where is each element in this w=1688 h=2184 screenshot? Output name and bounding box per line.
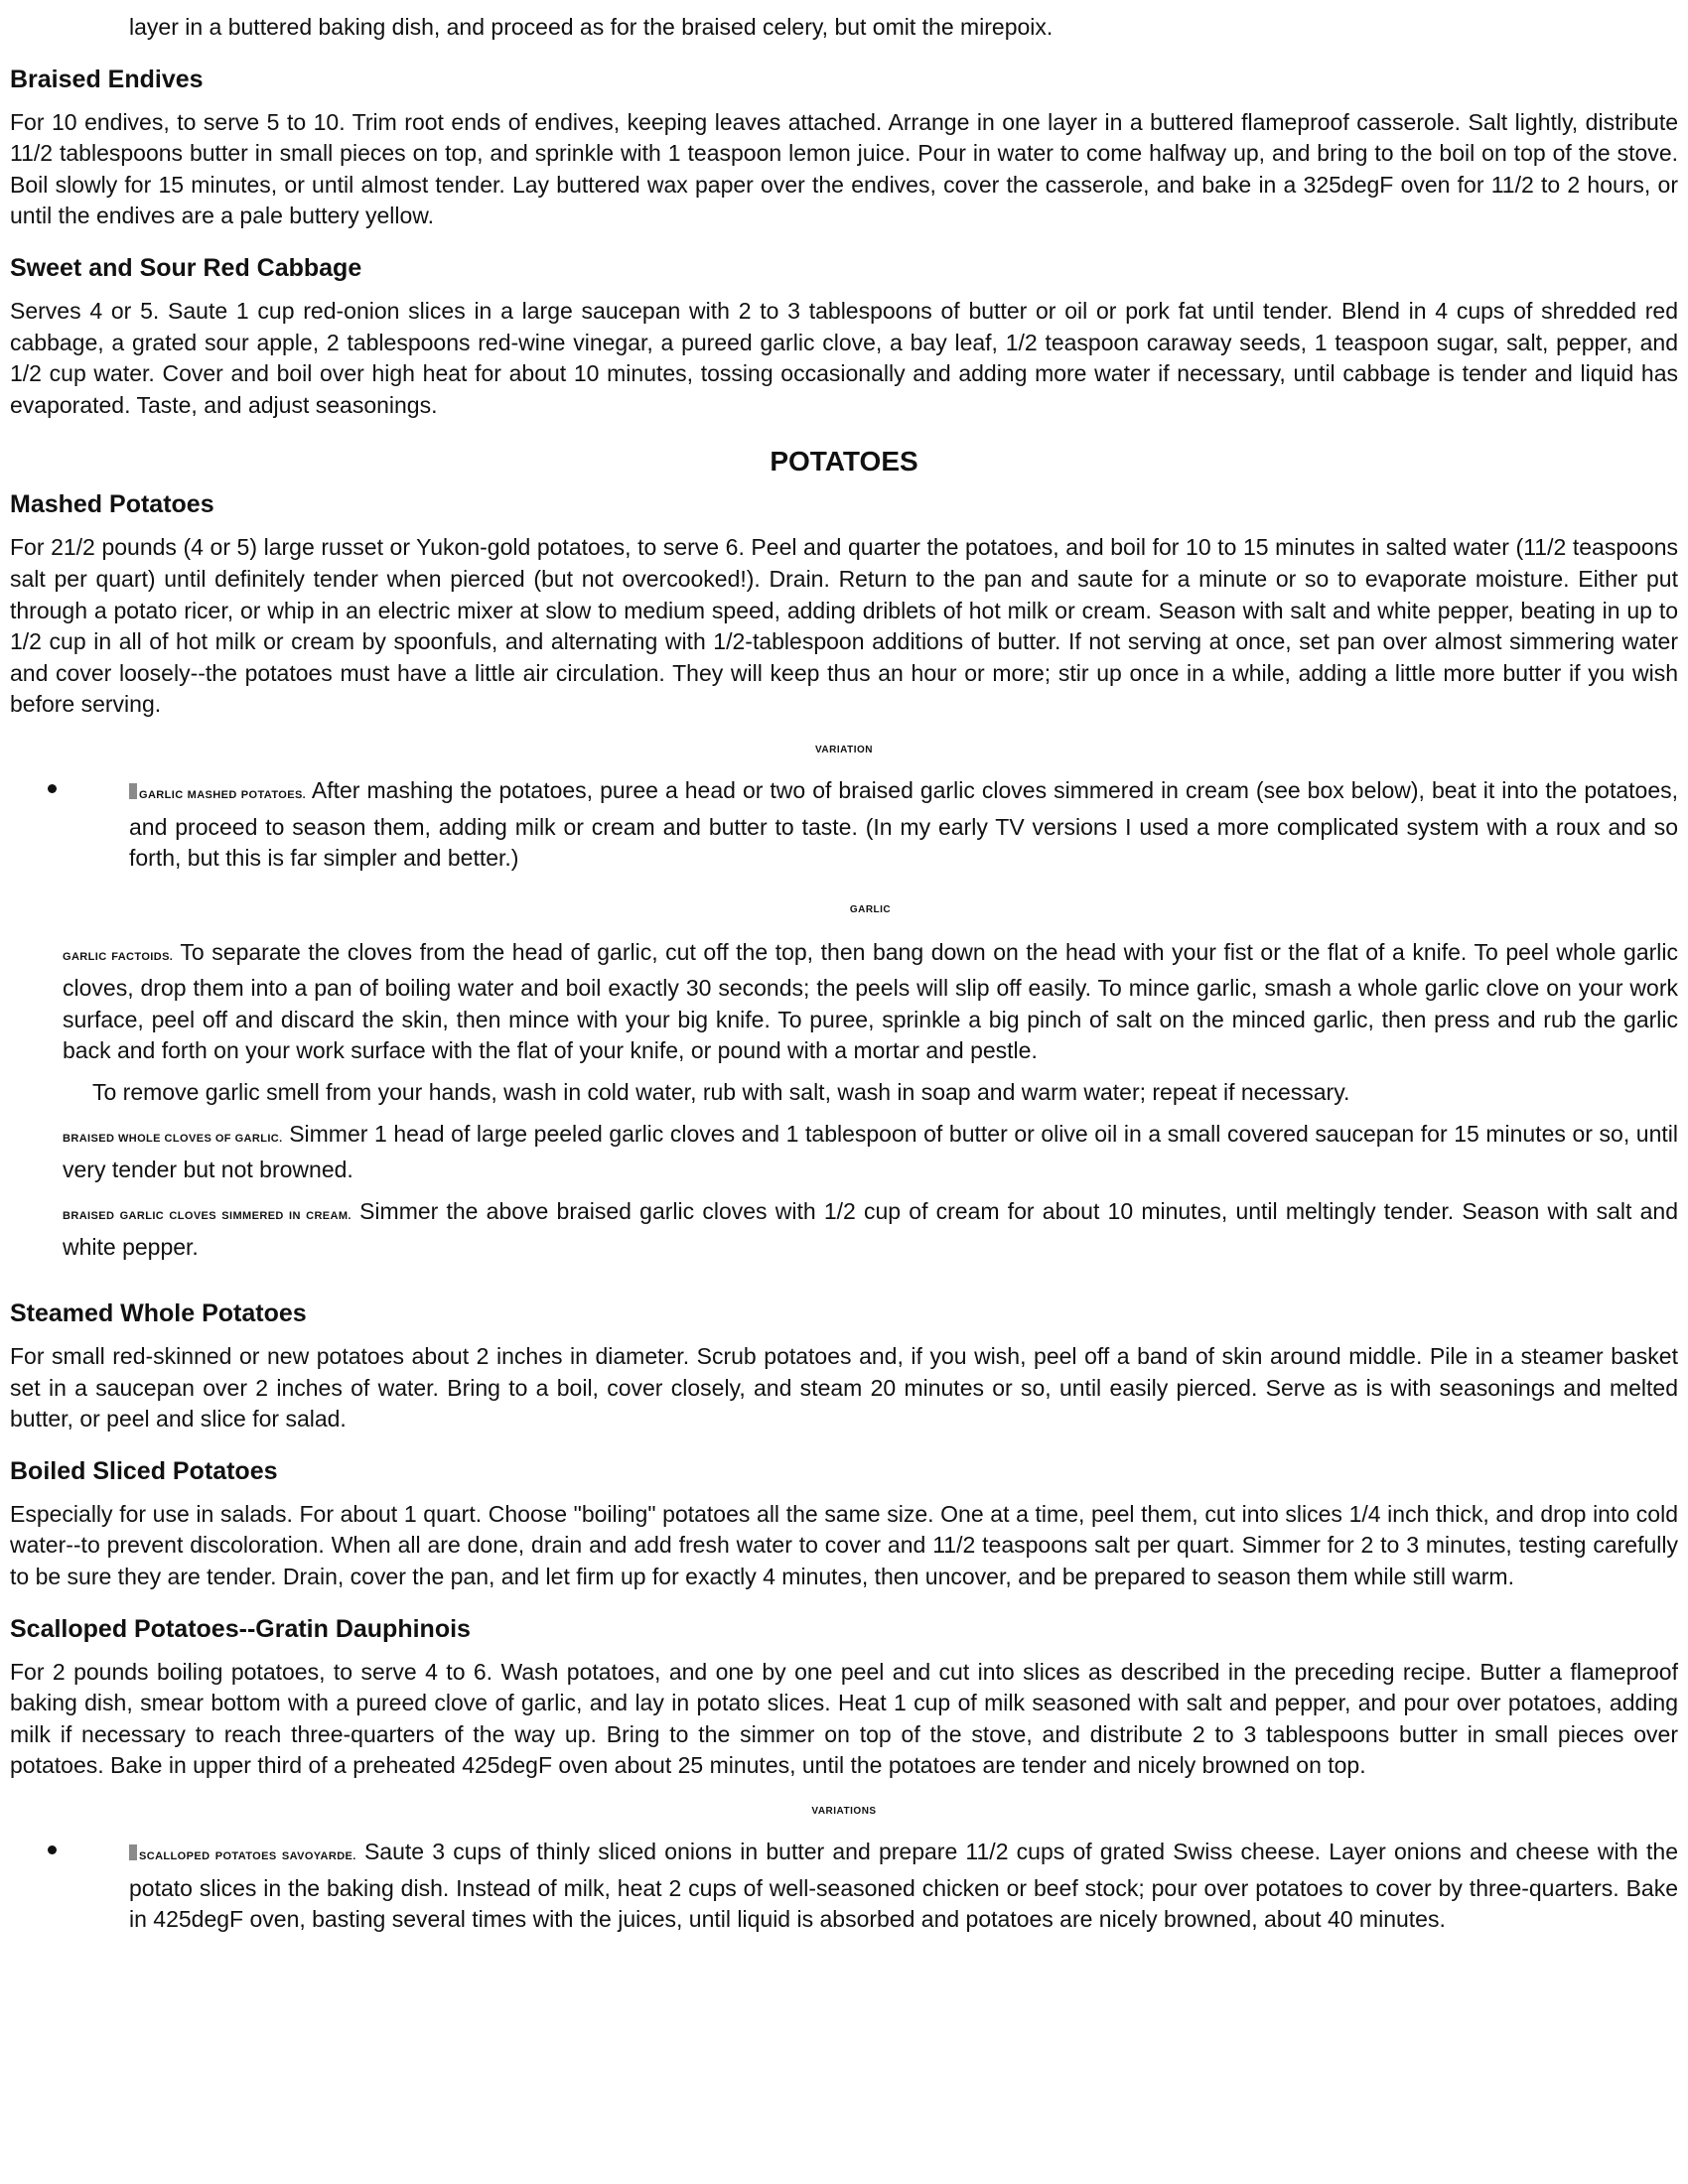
- recipe-red-cabbage: [10, 252, 1678, 421]
- variation-text: Saute 3 cups of thinly sliced onions in butter and prepare 11/2 cups of grated Swiss cheese. Layer onions and cheese with the potato slices in the baking dish. Instead of milk, heat 2 cups of well-seasoned chicken or beef stock; pour over potatoes to cover by three-quarters. Bake in 425degF oven, basting several times with the juices, until liquid is absorbed and potatoes are nicely browned, about 40 minutes.: [129, 1838, 1678, 1933]
- variation-item: [10, 1837, 1678, 1936]
- variation-item: [10, 775, 1678, 875]
- recipe-text: For 10 endives, to serve 5 to 10. Trim root ends of endives, keeping leaves attached. Arrange in one layer in a buttered flameproof casserole. Salt lightly, distribute 11/2 tablespoons butter in small pieces on top, and sprinkle with 1 teaspoon lemon juice. Pour in water to come halfway up, and bring to the boil on top of the stove. Boil slowly for 15 minutes, or until almost tender. Lay buttered wax paper over the endives, cover the casserole, and bake in a 325degF oven for 11/2 to 2 hours, or until the endives are a pale buttery yellow.: [10, 108, 1678, 229]
- garlic-label: GARLIC: [849, 903, 892, 915]
- variation-text: After mashing the potatoes, puree a head or two of braised garlic cloves simmered in cream (see box below), beat it into the potatoes, and proceed to season them, adding milk or cream and butter to taste. (In my early TV versions I used a more complicated system with a roux and so forth, but this is far simpler and better.): [129, 776, 1678, 872]
- recipe-text: Serves 4 or 5. Saute 1 cup red-onion slices in a large saucepan with 2 to 3 tablespoons of butter or oil or pork fat until tender. Blend in 4 cups of shredded red cabbage, a grated sour apple, 2 tablespoons red-wine vinegar, a pureed garlic clove, a bay leaf, 1/2 teaspoon caraway seeds, 1 teaspoon sugar, salt, pepper, and 1/2 cup water. Cover and boil over high heat for about 10 minutes, tossing occasionally and adding more water if necessary, until cabbage is tender and liquid has evaporated. Taste, and adjust seasonings.: [10, 297, 1678, 418]
- recipe-text: For 21/2 pounds (4 or 5) large russet or Yukon-gold potatoes, to serve 6. Peel and quarter the potatoes, and boil for 10 to 15 minutes in salted water (11/2 teaspoons salt per quart) until definitely tender when pierced (but not overcooked!). Drain. Return to the pan and saute for a minute or so to evaporate moisture. Either put through a potato ricer, or whip in an electric mixer at slow to medium speed, adding driblets of hot milk or cream. Season with salt and white pepper, beating in up to 1/2 cup in all of hot milk or cream by spoonfuls, and alternating with 1/2-tablespoon additions of butter. If not serving at once, set pan over almost simmering water and cover loosely--the potatoes must have a little air circulation. They will keep thus an hour or more; stir up once in a while, adding a little more butter if you wish before serving.: [10, 534, 1678, 718]
- factoids-text: To separate the cloves from the head of garlic, cut off the top, then bang down on the head with your fist or the flat of a knife. To peel whole garlic cloves, drop them into a pan of boiling water and boil exactly 30 seconds; the peels will slip off easily. To mince garlic, smash a whole garlic clove on your work surface, peel off and discard the skin, then mince with your big knife. To puree, sprinkle a big pinch of salt on the minced garlic, then press and rub the garlic back and forth on your work surface with the flat of your knife, or pound with a mortar and pestle.: [63, 938, 1678, 1064]
- braised-garlic: [63, 1119, 1678, 1186]
- variation-paragraph: [129, 775, 1678, 875]
- factoids-name: GARLIC FACTOIDS.: [63, 950, 174, 963]
- garlic-in-cream-name: BRAISED GARLIC CLOVES SIMMERED IN CREAM.: [63, 1209, 352, 1222]
- recipe-title: Scalloped Potatoes--Gratin Dauphinois: [10, 1614, 471, 1643]
- recipe-title: Mashed Potatoes: [10, 490, 214, 519]
- garlic-in-cream-text: Simmer the above braised garlic cloves with 1/2 cup of cream for about 10 minutes, until meltingly tender. Season with salt and white pepper.: [63, 1197, 1678, 1261]
- variation-label: VARIATION: [814, 744, 873, 755]
- recipe-title: Steamed Whole Potatoes: [10, 1299, 307, 1328]
- section-title-potatoes: POTATOES: [770, 446, 918, 478]
- recipe-mashed-potatoes: [10, 488, 1678, 874]
- garlic-smell-tip: To remove garlic smell from your hands, wash in cold water, rub with salt, wash in soap and warm water; repeat if necessary.: [92, 1079, 1350, 1106]
- bullet-icon: [48, 784, 57, 793]
- recipe-boiled-potatoes: [10, 1455, 1678, 1593]
- recipe-title: Boiled Sliced Potatoes: [10, 1456, 278, 1485]
- variations-label: VARIATIONS: [811, 1805, 877, 1817]
- variation-paragraph: [129, 1837, 1678, 1936]
- garlic-factoids: [63, 937, 1678, 1067]
- recipe-text: For 2 pounds boiling potatoes, to serve 4 to 6. Wash potatoes, and one by one peel and cut into slices as described in the preceding recipe. Butter a flameproof baking dish, smear bottom with a pureed clove of garlic, and lay in potato slices. Heat 1 cup of milk seasoned with salt and pepper, and pour over potatoes, adding milk if necessary to reach three-quarters of the way up. Bring to the simmer on top of the stove, and distribute 2 to 3 tablespoons butter in small pieces over potatoes. Bake in upper third of a preheated 425degF oven about 25 minutes, until the potatoes are tender and nicely browned on top.: [10, 1658, 1678, 1779]
- recipe-title: Braised Endives: [10, 65, 204, 93]
- recipe-text: Especially for use in salads. For about 1 quart. Choose "boiling" potatoes all the same size. One at a time, peel them, cut into slices 1/4 inch thick, and drop into cold water--to prevent discoloration. When all are done, drain and add fresh water to cover and 11/2 teaspoons salt per quart. Simmer for 2 to 3 minutes, testing carefully to be sure they are tender. Drain, cover the pan, and let firm up for exactly 4 minutes, then uncover, and be prepared to season them while still warm.: [10, 1500, 1678, 1589]
- garlic-in-cream: [63, 1196, 1678, 1264]
- recipe-steamed-potatoes: [10, 1297, 1678, 1435]
- variation-name: SCALLOPED POTATOES SAVOYARDE.: [139, 1849, 356, 1862]
- recipe-text: For small red-skinned or new potatoes about 2 inches in diameter. Scrub potatoes and, if you wish, peel off a band of skin around middle. Pile in a steamer basket set in a saucepan over 2 inches of water. Bring to a boil, cover closely, and steam 20 minutes or so, until easily pierced. Serve as is with seasonings and melted butter, or peel and slice for salad.: [10, 1343, 1678, 1433]
- variation-name: GARLIC MASHED POTATOES.: [139, 788, 307, 801]
- marker-icon: [129, 1844, 137, 1860]
- recipe-title: Sweet and Sour Red Cabbage: [10, 253, 362, 282]
- marker-icon: [129, 783, 137, 799]
- recipe-braised-endives: [10, 64, 1678, 232]
- intro-line: layer in a buttered baking dish, and proceed as for the braised celery, but omit the mirepoix.: [129, 14, 1054, 40]
- recipe-scalloped-potatoes: [10, 1613, 1678, 1936]
- garlic-sidebar: [10, 904, 1678, 1264]
- bullet-icon: [48, 1845, 57, 1854]
- braised-garlic-name: BRAISED WHOLE CLOVES OF GARLIC.: [63, 1132, 283, 1145]
- braised-garlic-text: Simmer 1 head of large peeled garlic cloves and 1 tablespoon of butter or olive oil in a small covered saucepan for 15 minutes or so, until very tender but not browned.: [63, 1120, 1678, 1183]
